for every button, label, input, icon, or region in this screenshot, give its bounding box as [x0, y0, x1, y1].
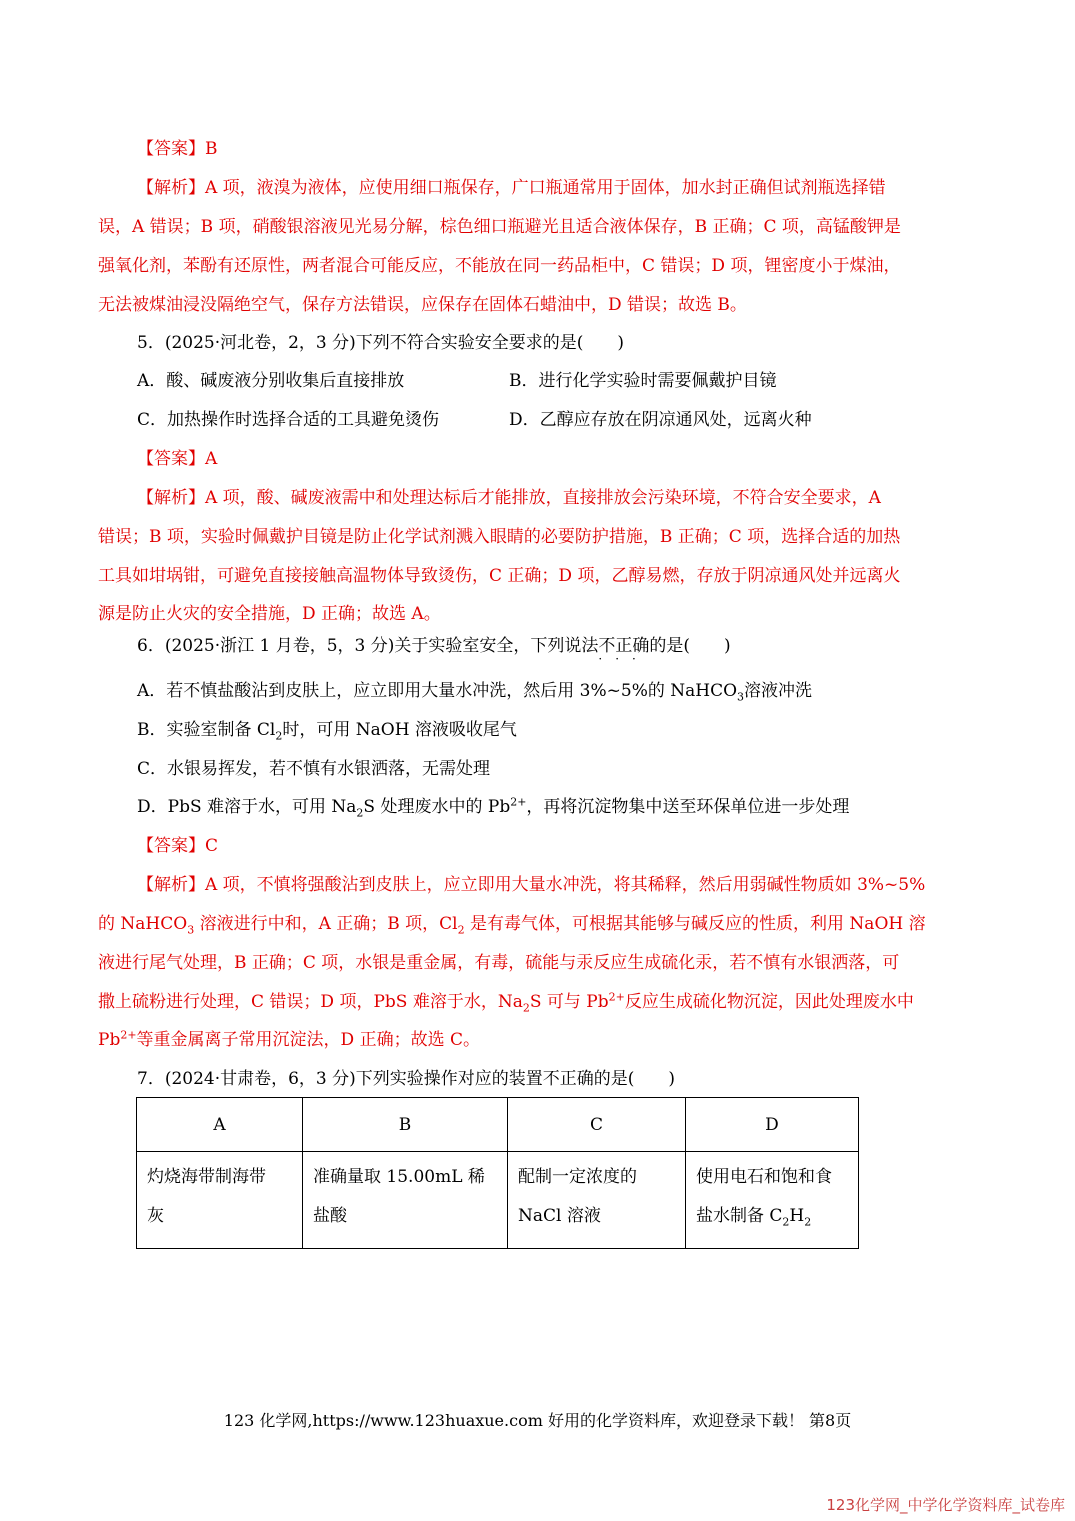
q6-option-d: D．PbS 难溶于水，可用 $Na_2S$ 处理废水中的 $Pb^{2+}$，再将沉淀物集中送至环保单位进一步处理	[137, 795, 850, 820]
q4-analysis-line: 强氧化剂，苯酚有还原性，两者混合可能反应，不能放在同一药品柜中，C 错误；D 项，锂密度小于煤油，	[98, 256, 901, 276]
table-cell-b: 准确量取 15.00mL 稀 盐酸	[303, 1152, 508, 1249]
emphasis-dots: ···	[598, 652, 649, 666]
q5-analysis-line: 工具如坩埚钳，可避免直接接触高温物体导致烫伤，C 正确；D 项，乙醇易燃，存放于阴凉通风处并远离火	[98, 566, 901, 586]
q6-stem: 6．(2025·浙江 1 月卷，5，3 分)关于实验室安全，下列说法不正确 ··· 的是( )	[137, 636, 731, 666]
table-cell-c: 配制一定浓度的 NaCl 溶液	[508, 1152, 686, 1249]
q5-analysis-line: 源是防止火灾的安全措施，D 正确；故选 A。	[98, 604, 441, 624]
q4-analysis-line: 无法被煤油浸没隔绝空气，保存方法错误，应保存在固体石蜡油中，D 错误；故选 B。	[98, 295, 747, 315]
q5-stem: 5．(2025·河北卷，2，3 分)下列不符合实验安全要求的是( )	[137, 333, 625, 353]
q6-answer: 【答案】C	[137, 836, 219, 856]
q5-option-a: A．酸、碱废液分别收集后直接排放	[137, 371, 405, 391]
q6-analysis-line: 撒上硫粉进行处理，C 错误；D 项，PbS 难溶于水，$Na_2S$ 可与 $Pb^{2+}$反应生成硫化物沉淀，因此处理废水中	[98, 990, 914, 1015]
table-header-cell: A	[137, 1098, 303, 1152]
q5-option-c: C．加热操作时选择合适的工具避免烫伤	[137, 410, 440, 430]
q4-answer: 【答案】B	[137, 139, 218, 159]
table-header-row	[137, 1098, 859, 1152]
table-cell-a: 灼烧海带制海带 灰	[137, 1152, 303, 1249]
q4-analysis-line: 误，A 错误；B 项，硝酸银溶液见光易分解，棕色细口瓶避光且适合液体保存，B 正确；C 项，高锰酸钾是	[98, 217, 901, 237]
q6-option-a: A．若不慎盐酸沾到皮肤上，应立即用大量水冲洗，然后用 3%~5%的 NaHCO$_3$溶液冲洗	[137, 681, 813, 704]
q5-option-d: D．乙醇应存放在阴凉通风处，远离火种	[509, 410, 812, 430]
page-footer: 123 化学网,https://www.123huaxue.com 好用的化学资料库，欢迎登录下载！ 第8页	[223, 1411, 852, 1430]
q6-analysis-line: 液进行尾气处理，B 正确；C 项，水银是重金属，有毒，硫能与汞反应生成硫化汞，若不慎有水银洒落，可	[98, 953, 900, 973]
q7-table	[136, 1097, 859, 1249]
q6-option-b: B．实验室制备 $Cl_2$时，可用 NaOH 溶液吸收尾气	[137, 720, 517, 743]
q6-option-c: C．水银易挥发，若不慎有水银洒落，无需处理	[137, 759, 491, 779]
q5-analysis-line: 错误；B 项，实验时佩戴护目镜是防止化学试剂溅入眼睛的必要防护措施，B 正确；C 项，选择合适的加热	[98, 527, 901, 547]
watermark-text: 123化学网_中学化学资料库_试卷库	[826, 1496, 1065, 1514]
q6-analysis-line: 【解析】A 项，不慎将强酸沾到皮肤上，应立即用大量水冲洗，将其稀释，然后用弱碱性物质如 3%~5%	[137, 875, 926, 895]
table-cell-d: 使用电石和饱和食 盐水制备 $C_2H_2$	[686, 1152, 859, 1249]
emphasis-text: 不正确 ···	[598, 636, 650, 666]
table-header-cell: C	[508, 1098, 686, 1152]
table-header-cell: D	[686, 1098, 859, 1152]
q5-answer: 【答案】A	[137, 449, 218, 469]
q5-option-b: B．进行化学实验时需要佩戴护目镜	[509, 371, 777, 391]
q6-analysis-line: $Pb^{2+}$等重金属离子常用沉淀法，D 正确；故选 C。	[98, 1028, 480, 1050]
table-row	[137, 1152, 859, 1249]
q4-analysis-line: 【解析】A 项，液溴为液体，应使用细口瓶保存，广口瓶通常用于固体，加水封正确但试剂瓶选择错	[137, 178, 886, 198]
q5-analysis-line: 【解析】A 项，酸、碱废液需中和处理达标后才能排放，直接排放会污染环境，不符合安全要求，A	[137, 488, 881, 508]
table-header-cell: B	[303, 1098, 508, 1152]
q7-stem: 7．(2024·甘肃卷，6，3 分)下列实验操作对应的装置不正确的是( )	[137, 1069, 676, 1089]
q6-analysis-line: 的 NaHCO$_3$ 溶液进行中和，A 正确；B 项，$Cl_2$ 是有毒气体，可根据其能够与碱反应的性质，利用 NaOH 溶	[98, 914, 926, 937]
